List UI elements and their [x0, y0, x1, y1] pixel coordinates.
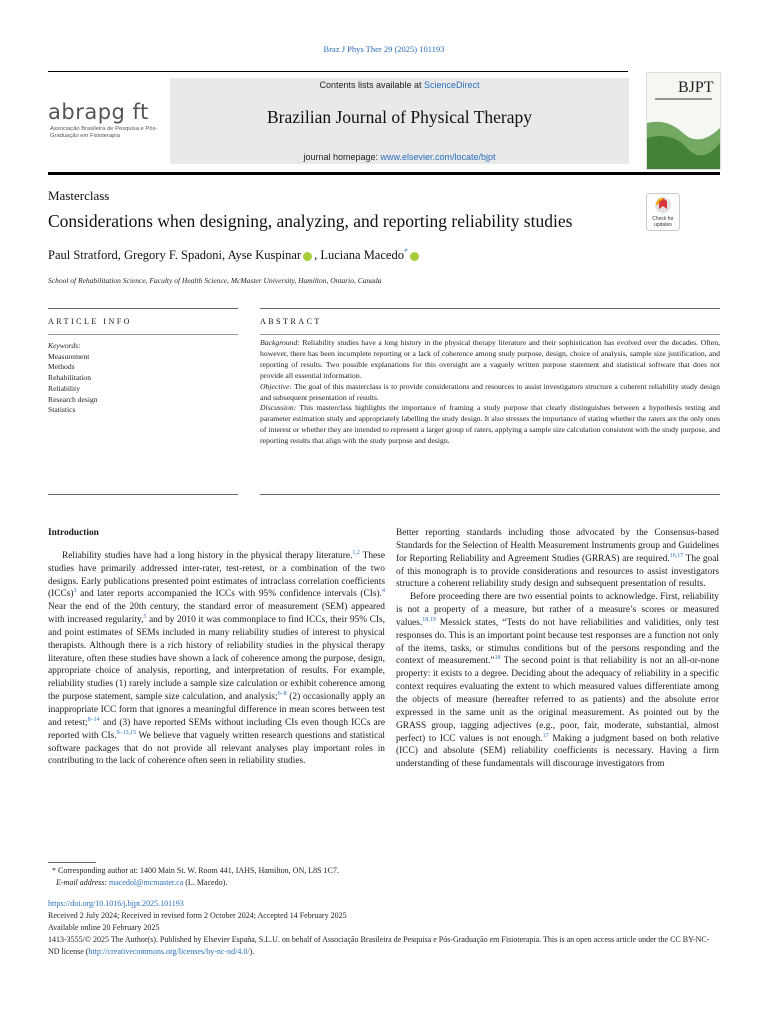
svg-text:updates: updates — [654, 222, 672, 228]
footnote-rule — [48, 862, 96, 863]
cover-title: BJPT — [678, 79, 714, 96]
keyword: Statistics — [48, 405, 76, 415]
keywords-label: Keywords: — [48, 341, 81, 350]
divider — [48, 308, 238, 309]
citation-ref[interactable]: 5 — [143, 613, 147, 620]
body-column-left — [48, 527, 385, 768]
abstract-text — [260, 338, 720, 447]
citation-ref[interactable]: 8–14 — [87, 716, 100, 723]
article-type: Masterclass — [48, 188, 110, 203]
abstract-background: Background: Reliability studies have a long history in the physical therapy literature and their sophistication has evolved over the decades. Often, however, there has been incomplete reporting or a lack of coherence among study purpose, design, choice of analysis, sample size justification, and reporting of results. Two possible explanations for this oversight are a vaguely written purpose statement and statistical software that does not provide all essential information. — [260, 338, 720, 380]
citation-ref[interactable]: 17 — [542, 732, 549, 739]
keyword: Reliability — [48, 383, 81, 393]
abrapg-logo-subtitle: Associação Brasileira de Pesquisa e Pós-Graduação em Fisioterapia — [50, 126, 158, 139]
svg-text:Check for: Check for — [652, 216, 674, 222]
header-rule — [48, 71, 628, 72]
orcid-icon[interactable] — [303, 252, 312, 261]
author-name[interactable]: Paul Stratford — [48, 248, 118, 263]
divider — [260, 308, 720, 309]
email-link[interactable]: macedol@mcmaster.ca — [109, 878, 184, 887]
check-for-updates-badge[interactable] — [646, 193, 680, 231]
keyword: Methods — [48, 362, 75, 372]
citation-ref[interactable]: 4 — [382, 588, 385, 595]
paper-title: Considerations when designing, analyzing, and reporting reliability studies — [48, 211, 573, 231]
journal-homepage: journal homepage: www.elsevier.com/locate/bjpt — [303, 152, 496, 162]
article-meta — [48, 898, 720, 958]
footnote — [48, 865, 720, 889]
divider — [260, 494, 720, 495]
keywords-block — [48, 341, 98, 416]
body-column-right — [396, 527, 719, 771]
journal-title: Brazilian Journal of Physical Therapy — [266, 107, 533, 127]
received-dates: Received 2 July 2024; Received in revised form 2 October 2024; Accepted 14 February 2025 — [48, 911, 347, 920]
keyword: Rehabilitation — [48, 373, 92, 383]
license-link[interactable]: http://creativecommons.org/licenses/by-nc-nd/4.0/ — [88, 947, 250, 956]
abstract-heading: ABSTRACT — [260, 317, 322, 326]
sciencedirect-link[interactable]: ScienceDirect — [424, 80, 480, 90]
citation-ref[interactable]: 18 — [494, 655, 501, 662]
check-updates-icon — [646, 193, 680, 231]
journal-citation[interactable]: Braz J Phys Ther 29 (2025) 101193 — [323, 44, 445, 54]
author-list: Paul Stratford, Gregory F. Spadoni, Ayse Kuspinar , Luciana Macedo* — [48, 247, 421, 263]
homepage-link[interactable]: www.elsevier.com/locate/bjpt — [380, 152, 496, 162]
abstract-discussion: Discussion: This masterclass highlights the importance of framing a study purpose that clearly distinguishes between a hypothesis testing and parameter estimation study and appropriately labelling the study design. It also stresses the importance of stating whether the raters are the only ones of interest or whether they are intended to represent a larger group of raters, applying a sample size calculation consistent with the study purpose, and reporting results that align with the study purpose and design. — [260, 403, 720, 446]
citation-ref[interactable]: 9–13,15 — [116, 729, 137, 736]
contents-line: Contents lists available at ScienceDirect — [319, 80, 480, 90]
divider — [48, 334, 238, 335]
affiliation: School of Rehabilitation Science, Faculty of Health Science, McMaster University, Hamilton, Ontario, Canada — [48, 276, 382, 285]
citation-ref[interactable]: 16,17 — [669, 552, 684, 559]
citation-ref[interactable]: 1,2 — [352, 549, 360, 556]
author-name[interactable]: Gregory F. Spadoni — [124, 248, 222, 263]
paragraph: Better reporting standards including those advocated by the Consensus-based Standards for the Selection of Health Measurement Instruments group and Guidelines for Reporting Reliability and Agreement Studies (GRRAS) are required.$^{16,17}$ The goal of this monograph is to provide considerations and resources to assist investigators structure a coherent reliability study design and subsequent presentation of results. — [396, 528, 719, 590]
author-name[interactable]: Luciana Macedo — [320, 248, 404, 263]
doi-link[interactable]: https://doi.org/10.1016/j.bjpt.2025.101193 — [48, 899, 184, 908]
paragraph: Before proceeding there are two essential points to acknowledge. First, reliability is not a property of a measure, but rather of a measure’s scores or measured values.$^{18,19}$ Messick states, “Tests do not have reliabilities and validities, only test responses do. This is an important point because test responses are a function not only of the items, tasks, or stimulus conditions but of the persons responding and the context of measurement.”$^{18}$ The second point is that reliability is not an all-or-none property: it exists to a degree. Deciding about the adequacy of reliability in a specific context requires evaluating the extent to which measured values differentiate among the objects of measure (hereafter referred to as patients) and the absolute error expressed in the same unit as the original measurement. As pointed out by the GRASS group, tagging adjectives (e.g., poor, fair, moderate, substantial, almost perfect) to ICC values is not enough.$^{17}$ Making a judgment based on both relative (ICC) and absolute (SEM) reliability coefficients is necessary. Having a firm understanding of these fundamentals will discourage investigators from — [396, 592, 719, 770]
license-text: 1413-3555/© 2025 The Author(s). Published by Elsevier España, S.L.U. on behalf of Associação Brasileira de Pesquisa e Pós-Graduação em Fisioterapia. This is an open access article under the CC BY-NC-ND license (http://creativecommons.org/licenses/by-nc-nd/4.0/). — [48, 935, 710, 956]
divider — [260, 334, 720, 335]
header-thick-rule — [48, 172, 720, 175]
citation-ref[interactable]: 18,19 — [422, 616, 436, 623]
keyword: Measurement — [48, 351, 90, 361]
orcid-icon[interactable] — [410, 252, 419, 261]
available-online: Available online 20 February 2025 — [48, 923, 160, 932]
author-name[interactable]: Ayse Kuspinar — [227, 248, 302, 263]
paragraph: Reliability studies have had a long history in the physical therapy literature.$^{1,2}$ These studies have primarily addressed inter-rater, test-retest, or a combination of the two designs. Early publications presented point estimates of intraclass correlation coefficients (ICCs)$^3$ and later reports accompanied the ICCs with 95% confidence intervals (CIs).$^4$ Near the end of the 20th century, the standard error of measurement (SEM) appeared with increased regularity,$^5$ and by 2010 it was commonplace to find ICCs, their 95% CIs, and point estimates of SEMs included in many reliability studies of interest to physical therapists. Although there is a rich history of reliability studies in the physical therapy literature, often these studies have shown a lack of coherence among the purpose, design, appropriate choice of analysis, reporting, and interpretation of results. For example, reliability studies (1) rarely include a sample size calculation or exhibit coherence among the purpose statement, sample size calculation, and analysis;$^{6-8}$ (2) occasionally apply an inappropriate ICC form that ignores a meaningful difference in mean scores between test and retest;$^{8-14}$ and (3) have reported SEMs without including CIs even though ICCs are reported with CIs.$^{9-13,15}$ We believe that vaguely written research questions and statistical software packages that do not provide all relevant analyses play important roles in contributing to the lack of coherence often seen in reliability studies. — [48, 549, 385, 767]
citation-ref[interactable]: 3 — [73, 588, 77, 595]
corresponding-mark[interactable]: * — [403, 247, 408, 256]
abrapg-logo: abrapg ft — [48, 100, 149, 124]
corresponding-author-note: * Corresponding author at: 1400 Main St. W. Room 441, IAHS, Hamilton, ON, L8S 1C7. — [52, 866, 339, 875]
citation-ref[interactable]: 6–8 — [277, 691, 287, 697]
divider — [48, 494, 238, 495]
section-heading-introduction: Introduction — [48, 528, 99, 538]
article-info-heading: ARTICLE INFO — [48, 317, 132, 326]
keyword: Research design — [48, 394, 98, 404]
abstract-objective: Objective: The goal of this masterclass is to provide considerations and resources to assist investigators structure a coherent reliability study design and subsequent presentation of results. — [260, 381, 720, 402]
email-note: E-mail address: macedol@mcmaster.ca (L. Macedo). — [56, 878, 228, 887]
